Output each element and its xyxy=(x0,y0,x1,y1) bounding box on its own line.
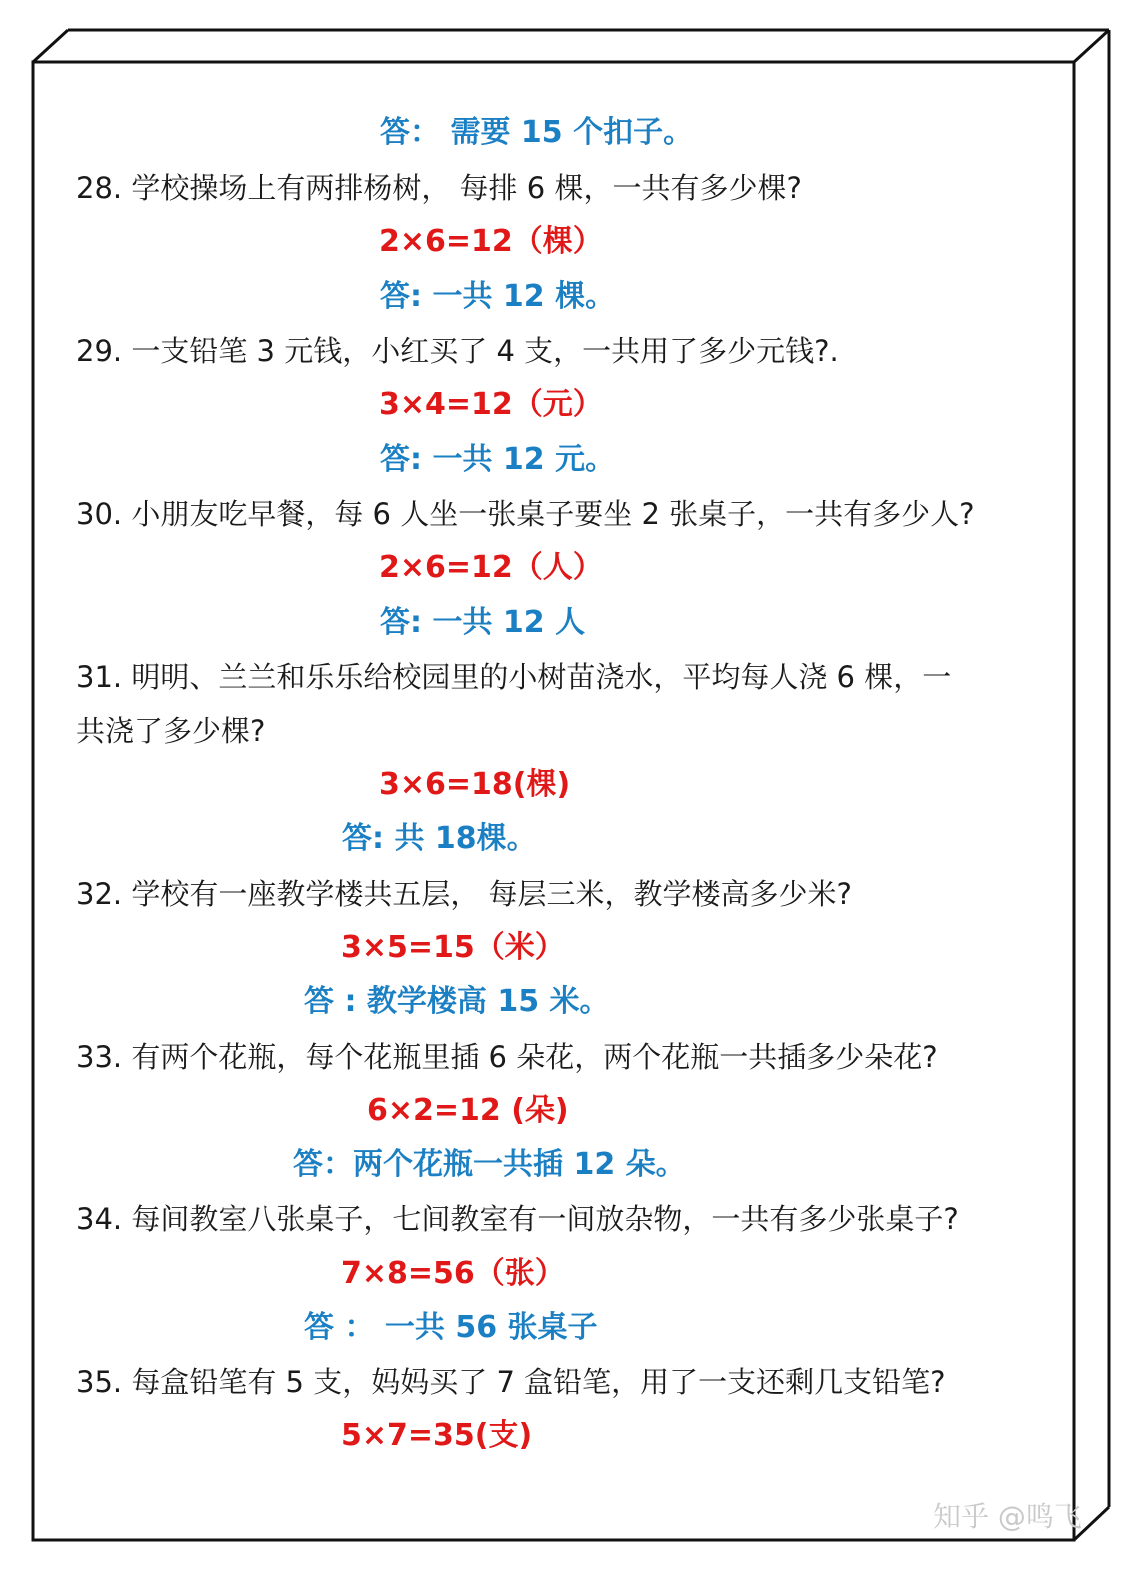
answer-line: 答: 共 18棵。 xyxy=(342,821,537,856)
question-31-cont: 共浇了多少棵? xyxy=(76,714,266,748)
calc-line: 3×5=15（米） xyxy=(341,930,565,965)
question-34: 34. 每间教室八张桌子，七间教室有一间放杂物，一共有多少张桌子? xyxy=(76,1202,959,1236)
watermark: 知乎 @鸣飞 xyxy=(933,1500,1082,1533)
answer-line: 答: 一共 12 棵。 xyxy=(380,279,616,314)
calc-line: 2×6=12（人） xyxy=(379,550,603,585)
question-32: 32. 学校有一座教学楼共五层， 每层三米，教学楼高多少米? xyxy=(76,877,852,911)
answer-line: 答: 一共 12 元。 xyxy=(380,442,616,477)
question-30: 30. 小朋友吃早餐，每 6 人坐一张桌子要坐 2 张桌子，一共有多少人? xyxy=(76,497,975,531)
calc-line: 6×2=12 (朵) xyxy=(367,1093,569,1128)
calc-line: 3×6=18(棵) xyxy=(379,767,571,802)
answer-line: 答： 需要 15 个扣子。 xyxy=(380,115,694,150)
answer-line: 答 ： 一共 56 张桌子 xyxy=(304,1310,598,1345)
question-31: 31. 明明、兰兰和乐乐给校园里的小树苗浇水，平均每人浇 6 棵，一 xyxy=(76,660,952,694)
calc-line: 5×7=35(支) xyxy=(341,1418,533,1453)
question-33: 33. 有两个花瓶，每个花瓶里插 6 朵花，两个花瓶一共插多少朵花? xyxy=(76,1040,938,1074)
calc-line: 3×4=12（元） xyxy=(379,387,603,422)
calc-line: 2×6=12（棵） xyxy=(379,224,603,259)
question-28: 28. 学校操场上有两排杨树， 每排 6 棵，一共有多少棵? xyxy=(76,171,802,205)
question-29: 29. 一支铅笔 3 元钱，小红买了 4 支，一共用了多少元钱?. xyxy=(76,334,839,368)
question-35: 35. 每盒铅笔有 5 支，妈妈买了 7 盒铅笔，用了一支还剩几支铅笔? xyxy=(76,1365,946,1399)
calc-line: 7×8=56（张） xyxy=(341,1256,565,1291)
answer-line: 答: 一共 12 人 xyxy=(380,605,586,640)
answer-line: 答 : 教学楼高 15 米。 xyxy=(304,984,610,1019)
answer-line: 答：两个花瓶一共插 12 朵。 xyxy=(293,1147,686,1182)
